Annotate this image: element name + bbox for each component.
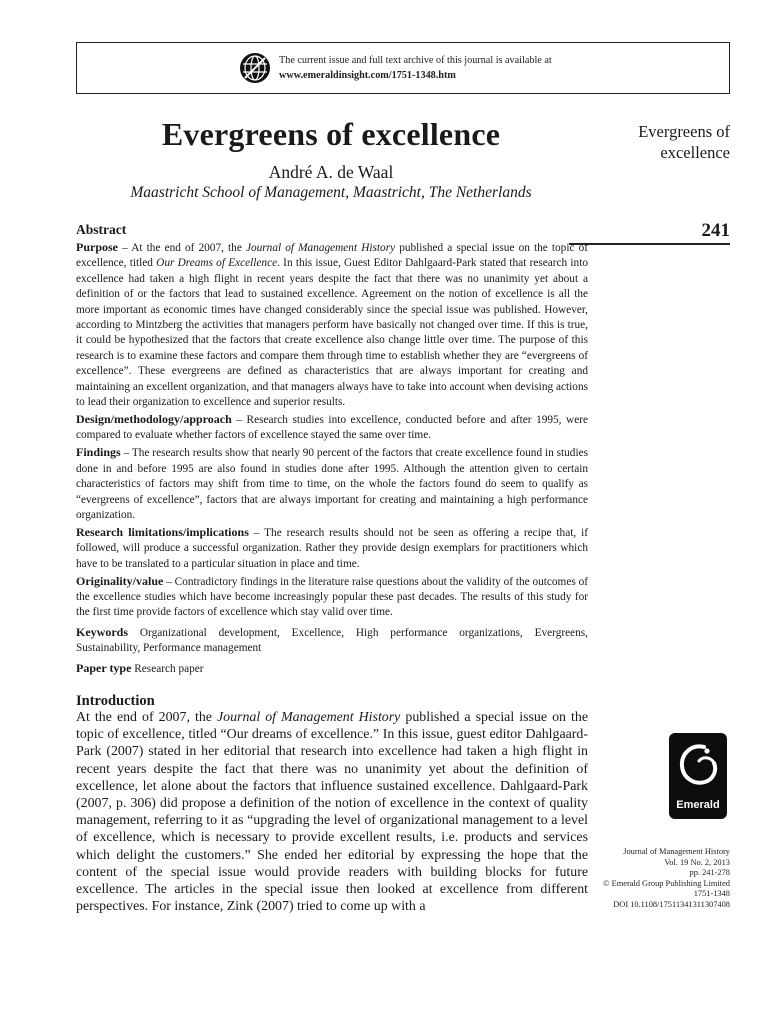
- abstract-body: [76, 240, 588, 678]
- journal-name: Journal of Management History: [216, 710, 401, 725]
- special-issue-name: Our Dreams of Excellence: [156, 257, 278, 270]
- limitations-text: – The research results should not be seen as offering a recipe that, if followed, will produce a successful organization. Rather they provide design exemplars for practitioners which have to be translated to a particular situation in place and time.: [76, 526, 588, 570]
- journal-availability-banner: [76, 42, 730, 94]
- emerald-swirl-icon: [669, 735, 727, 799]
- globe-icon: [239, 52, 271, 84]
- abstract-limitations: [76, 525, 588, 572]
- findings-text: – The research results show that nearly 90 percent of the factors that create excellence found in studies done in and before 1995 are also found in studies done after 1995. Although the attention given to certain characteristics of factors may shift from time to time, on the whole the factors found do seem to qualify as “evergreens of excellence”, factors that are always important for creating and maintaining a high performance organization.: [76, 447, 588, 521]
- abstract-purpose: [76, 240, 588, 410]
- running-title: [580, 121, 730, 163]
- journal-citation-block: [550, 847, 730, 911]
- article-title: Evergreens of excellence: [161, 116, 501, 152]
- introduction-heading: Introduction: [76, 693, 155, 709]
- limitations-label: Research limitations/implications: [76, 524, 249, 539]
- keywords-label: Keywords: [76, 624, 128, 639]
- keywords-text: Organizational development, Excellence, High performance organizations, Evergreens, Sustainability, Performance management: [76, 626, 588, 655]
- running-title-line: Evergreens of: [638, 122, 730, 141]
- journal-name: Journal of Management History: [245, 242, 396, 254]
- article-author: André A. de Waal: [268, 162, 394, 182]
- purpose-label: Purpose: [76, 240, 118, 254]
- introduction-paragraph: [76, 709, 588, 915]
- purpose-text: – At the end of 2007, the: [118, 242, 246, 254]
- abstract-heading: Abstract: [76, 222, 127, 237]
- design-label: Design/methodology/approach: [76, 411, 232, 426]
- design-text: – Research studies into excellence, conducted before and after 1995, were compared to evaluate whether factors of excellence stayed the same over time.: [76, 413, 588, 442]
- intro-text: At the end of 2007, the: [76, 710, 217, 725]
- logo-wordmark: Emerald: [676, 799, 720, 811]
- paper-type-label: Paper type: [76, 660, 132, 675]
- page-number-rule: [569, 243, 730, 245]
- abstract-paper-type: [76, 661, 588, 677]
- journal-info-line: DOI 10.1108/17511341311307408: [613, 899, 730, 909]
- findings-label: Findings: [76, 445, 121, 460]
- abstract-originality: [76, 574, 588, 621]
- originality-label: Originality/value: [76, 573, 164, 588]
- purpose-text: . In this issue, Guest Editor Dahlgaard-Park stated that research into excellence had taken a high flight in recent years despite the fact that there was no unanimity yet about a definition of or the factors that lead to sustained excellence. Agreement on the notion of excellence is all the more important as economic times have changed considerably since the special issue was published. However, according to Mintzberg the activities that managers perform have basically not changed over time. If this is true, it could be hypothesized that the factors that create excellence also change little over time. The purpose of this research is to examine these factors and compare them through time to establish whether they are “evergreens of excellence”. These evergreens are defined as characteristics that are always important for creating and maintaining an excellent organization, and that managers always have to take into account when devising actions to lead their organization to excellence and superior results.: [76, 257, 588, 409]
- journal-info-line: Vol. 19 No. 2, 2013: [664, 857, 730, 867]
- intro-text: published a special issue on the topic of excellence, titled “Our dreams of excellence.” In this issue, guest editor Dahlgaard-Park (2007) stated in her editorial that research into excellence had taken a high flight in recent years despite the fact that there was no unanimity yet about the definition of excellence, let alone about the factors that influence sustained excellence. Dahlgaard-Park (2007, p. 306) did propose a definition of the notion of excellence in the context of quality management, referring to it as “upgrading the level of organizational management to a level of excellence, which is necessary to provide excellent results, i.e. products and services which delight the customers.” She ended her editorial by expressing the hope that the content of the special issue would provide readers with building blocks for future excellence. The articles in the special issue then looked at excellence from different perspectives. For instance, Zink (2007) tried to come up with a: [76, 710, 588, 915]
- emerald-logo: [669, 733, 727, 819]
- banner-line: The current issue and full text archive of this journal is available at: [279, 55, 552, 66]
- journal-info-line: © Emerald Group Publishing Limited: [603, 878, 730, 888]
- abstract-keywords: [76, 625, 588, 657]
- author-affiliation: Maastricht School of Management, Maastricht, The Netherlands: [130, 184, 532, 201]
- journal-info-line: 1751-1348: [693, 889, 730, 899]
- paper-type-text: Research paper: [131, 662, 204, 675]
- journal-url-link[interactable]: www.emeraldinsight.com/1751-1348.htm: [279, 70, 456, 81]
- running-title-line: excellence: [660, 143, 730, 162]
- introduction-body: [76, 709, 588, 915]
- journal-info-line: Journal of Management History: [623, 847, 730, 856]
- abstract-design: [76, 412, 588, 444]
- abstract-findings: [76, 445, 588, 523]
- journal-info-line: pp. 241-278: [689, 868, 730, 878]
- originality-text: – Contradictory findings in the literature raise questions about the validity of the outcomes of the excellence studies which have become increasingly popular these past decades. The results of this study for the first time provide factors of excellence which stay valid over time.: [76, 575, 588, 619]
- banner-text: [279, 53, 552, 83]
- page-number: 241: [701, 220, 730, 241]
- purpose-text: published a special issue on the topic of excellence, titled: [76, 242, 588, 270]
